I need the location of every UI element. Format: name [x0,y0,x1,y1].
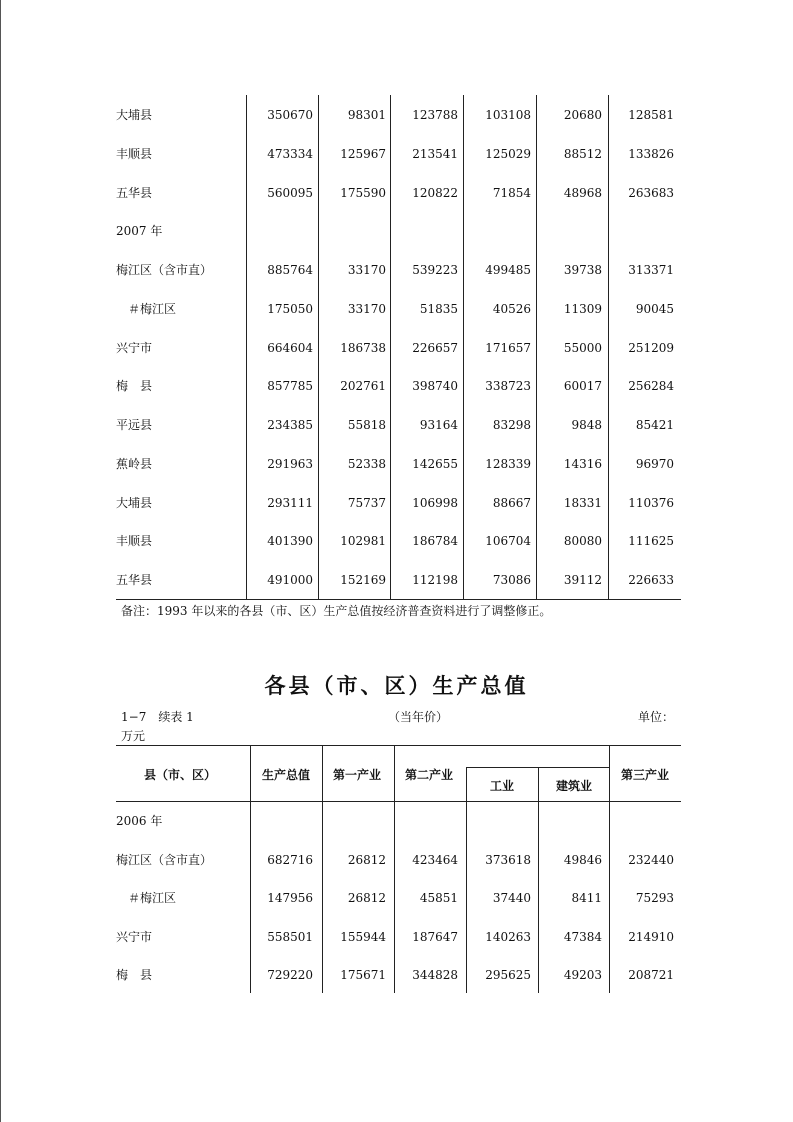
cell-value: 186738 [340,340,386,355]
cell-value: 128339 [485,456,531,471]
header-bottom-rule [116,801,681,802]
cell-value: 33170 [347,263,386,277]
cell-value: 291963 [267,456,313,471]
row-label: 五华县 [116,573,153,587]
cell-value: 8411 [571,891,602,905]
header-primary: 第一产业 [332,768,381,782]
cell-value: 128581 [628,108,674,122]
row-label: ＃梅江区 [116,891,177,905]
cell-value: 142655 [412,456,458,471]
cell-value: 338723 [485,379,531,394]
table-row [116,105,681,125]
cell-value: 20680 [563,108,602,122]
cell-value: 373618 [485,852,531,867]
cell-value: 120822 [412,185,458,200]
table-row [116,531,681,551]
cell-value: 226633 [628,573,674,587]
table-row [116,415,681,435]
cell-value: 256284 [628,379,674,394]
row-label: 丰顺县 [116,534,153,549]
cell-value: 208721 [628,968,674,982]
cell-value: 234385 [267,418,313,432]
row-label: ＃梅江区 [116,301,177,316]
cell-value: 52338 [347,456,386,471]
column-divider [608,95,609,599]
price-basis: （当年价） [388,710,449,724]
cell-value: 226657 [412,340,458,355]
cell-value: 47384 [563,929,602,944]
cell-value: 213541 [412,146,458,161]
cell-value: 682716 [267,852,313,867]
cell-value: 729220 [267,968,313,982]
cell-value: 14316 [563,456,602,471]
cell-value: 112198 [412,573,458,587]
cell-value: 39738 [563,263,602,277]
table-title: 各县（市、区）生产总值 [264,674,529,698]
header-region: 县（市、区） [143,768,216,782]
cell-value: 186784 [412,534,458,549]
cell-value: 539223 [412,263,458,277]
cell-value: 45851 [419,891,458,905]
table-row [116,144,681,164]
cell-value: 398740 [412,379,458,394]
table-row [116,260,681,280]
row-label: 2007 年 [116,224,163,239]
table-row [116,888,681,908]
cell-value: 49203 [563,968,602,982]
column-divider [246,95,247,599]
cell-value: 293111 [267,495,313,510]
cell-value: 473334 [267,146,313,161]
cell-value: 175590 [340,185,386,200]
page-edge [0,0,1,1122]
table-row [116,299,681,319]
cell-value: 232440 [628,852,674,867]
cell-value: 103108 [485,108,531,122]
cell-value: 102981 [340,534,386,549]
cell-value: 75737 [347,495,386,510]
cell-value: 26812 [347,852,386,867]
cell-value: 350670 [267,108,313,122]
cell-value: 885764 [267,263,313,277]
cell-value: 187647 [412,929,458,944]
cell-value: 60017 [563,379,602,394]
header-secondary: 第二产业 [404,768,453,782]
cell-value: 48968 [563,185,602,200]
cell-value: 147956 [267,891,313,905]
cell-value: 344828 [412,968,458,982]
cell-value: 9848 [571,418,602,432]
row-label: 大埔县 [116,495,153,510]
cell-value: 98301 [347,108,386,122]
cell-value: 88667 [492,495,531,510]
cell-value: 295625 [485,968,531,982]
cell-value: 80080 [563,534,602,549]
cell-value: 175050 [267,301,313,316]
table-row [116,454,681,474]
cell-value: 313371 [628,263,674,277]
cell-value: 202761 [340,379,386,394]
cell-value: 37440 [492,891,531,905]
row-label: 2006 年 [116,814,163,828]
cell-value: 33170 [347,301,386,316]
cell-value: 857785 [267,379,313,394]
column-divider [463,95,464,599]
cell-value: 251209 [628,340,674,355]
cell-value: 49846 [563,852,602,867]
column-divider [390,95,391,599]
row-label: 大埔县 [116,108,153,122]
cell-value: 111625 [628,534,674,549]
row-label: 兴宁市 [116,929,153,944]
row-label: 平远县 [116,418,153,432]
table-row [116,376,681,396]
cell-value: 39112 [563,573,602,587]
table-row [116,493,681,513]
cell-value: 123788 [412,108,458,122]
table-row [116,850,681,870]
cell-value: 171657 [485,340,531,355]
row-label: 梅江区（含市直） [116,263,213,277]
cell-value: 106704 [485,534,531,549]
cell-value: 214910 [628,929,674,944]
row-label: 五华县 [116,185,153,200]
table-number: 1−7 续表 1 [121,710,194,724]
cell-value: 83298 [492,418,531,432]
cell-value: 75293 [635,891,674,905]
cell-value: 71854 [492,185,531,200]
cell-value: 106998 [412,495,458,510]
cell-value: 491000 [267,573,313,587]
header-industry: 工业 [489,779,514,793]
cell-value: 423464 [412,852,458,867]
cell-value: 155944 [340,929,386,944]
cell-value: 125967 [340,146,386,161]
row-label: 梅江区（含市直） [116,852,213,867]
cell-value: 88512 [563,146,602,161]
cell-value: 140263 [485,929,531,944]
column-divider [536,95,537,599]
table-row [116,221,681,241]
header-construction: 建筑业 [555,779,592,793]
column-divider [318,95,319,599]
cell-value: 26812 [347,891,386,905]
unit-value: 万元 [121,729,146,743]
column-divider [466,767,467,993]
header-tertiary: 第三产业 [620,768,669,782]
cell-value: 73086 [492,573,531,587]
table-row [116,338,681,358]
table-top-rule [116,745,681,746]
table-row [116,183,681,203]
row-label: 梅 县 [116,379,153,394]
cell-value: 175671 [340,968,386,982]
cell-value: 96970 [635,456,674,471]
cell-value: 51835 [419,301,458,316]
cell-value: 18331 [563,495,602,510]
header-gdp: 生产总值 [261,768,310,782]
table-note: 备注：1993 年以来的各县（市、区）生产总值按经济普查资料进行了调整修正。 [121,604,552,618]
row-label: 丰顺县 [116,146,153,161]
cell-value: 40526 [492,301,531,316]
cell-value: 90045 [635,301,674,316]
cell-value: 55818 [347,418,386,432]
cell-value: 125029 [485,146,531,161]
cell-value: 93164 [419,418,458,432]
cell-value: 85421 [635,418,674,432]
column-divider [538,767,539,993]
cell-value: 664604 [267,340,313,355]
cell-value: 133826 [628,146,674,161]
table-row [116,965,681,985]
table-row [116,570,681,590]
cell-value: 11309 [563,301,602,316]
table-row [116,811,681,831]
cell-value: 499485 [485,263,531,277]
table-bottom-rule [116,599,681,600]
row-label: 梅 县 [116,968,153,982]
row-label: 兴宁市 [116,340,153,355]
cell-value: 263683 [628,185,674,200]
cell-value: 152169 [340,573,386,587]
table-row [116,927,681,947]
cell-value: 110376 [628,495,674,510]
row-label: 蕉岭县 [116,456,153,471]
cell-value: 558501 [267,929,313,944]
unit-label: 单位： [638,710,675,724]
cell-value: 560095 [267,185,313,200]
cell-value: 55000 [563,340,602,355]
cell-value: 401390 [267,534,313,549]
